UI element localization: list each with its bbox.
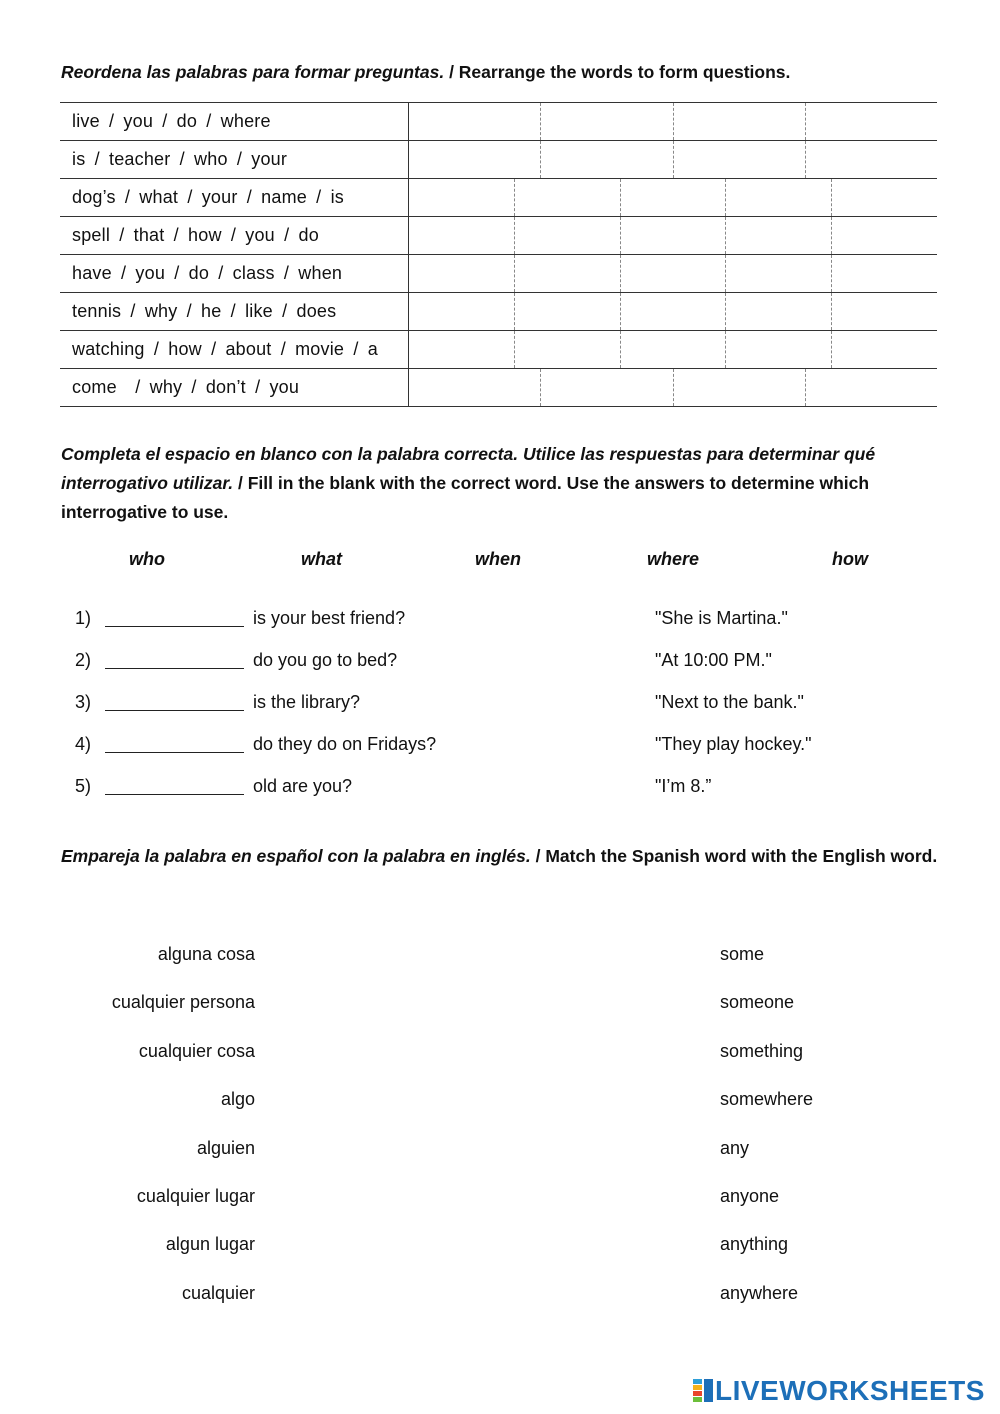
reorder-prompt: live / you / do / where <box>72 111 271 131</box>
match-english-word[interactable]: anywhere <box>720 1282 799 1303</box>
reorder-row <box>60 368 937 407</box>
question-row <box>75 604 935 632</box>
reorder-prompt: watching / how / about / movie / a <box>72 339 378 359</box>
match-english-word[interactable]: any <box>720 1137 750 1158</box>
answer-box[interactable] <box>805 369 937 406</box>
word-bank-how: how <box>832 549 868 569</box>
answer-box[interactable] <box>540 141 672 178</box>
answer-box[interactable] <box>409 331 514 368</box>
answer-boxes <box>408 255 937 292</box>
reorder-row <box>60 216 937 254</box>
question-answer-hint: "I’m 8.” <box>655 776 712 796</box>
answer-boxes <box>408 217 937 254</box>
answer-boxes <box>408 179 937 216</box>
section1-instruction-en: Rearrange the words to form questions. <box>458 62 791 82</box>
question-text: old are you? <box>253 776 353 796</box>
reorder-row <box>60 254 937 292</box>
answer-boxes <box>408 141 937 178</box>
match-spanish-word[interactable]: alguien <box>196 1137 255 1158</box>
answer-box[interactable] <box>620 255 726 292</box>
question-number: 5) <box>75 776 92 796</box>
answer-box[interactable] <box>725 331 831 368</box>
match-english-word[interactable]: somewhere <box>720 1089 814 1110</box>
section2-instruction <box>61 440 941 527</box>
answer-box[interactable] <box>673 369 805 406</box>
question-answer-hint: "At 10:00 PM." <box>655 650 772 670</box>
answer-box[interactable] <box>620 179 726 216</box>
match-spanish-word[interactable]: cualquier persona <box>111 992 255 1013</box>
reorder-prompt: tennis / why / he / like / does <box>72 301 337 321</box>
reorder-row <box>60 140 937 178</box>
question-number: 4) <box>75 734 92 754</box>
question-text: is your best friend? <box>253 608 406 628</box>
answer-boxes <box>408 331 937 368</box>
word-bank-what: what <box>301 549 343 569</box>
match-spanish-word[interactable]: cualquier <box>181 1282 255 1303</box>
answer-box[interactable] <box>409 141 540 178</box>
section2-instruction-es: Completa el espacio en blanco con la palabra correcta. Utilice las respuestas para determinar qué interrogativo utilizar. <box>61 444 876 493</box>
answer-box[interactable] <box>725 179 831 216</box>
answer-box[interactable] <box>725 293 831 330</box>
match-spanish-word[interactable]: cualquier cosa <box>138 1040 255 1061</box>
answer-blank[interactable] <box>105 730 244 753</box>
match-spanish-word[interactable]: algun lugar <box>165 1234 255 1255</box>
answer-box[interactable] <box>540 103 672 140</box>
question-answer-hint: "They play hockey." <box>655 734 812 754</box>
liveworksheets-mark-icon <box>693 1379 713 1403</box>
answer-box[interactable] <box>514 217 620 254</box>
reorder-prompt: is / teacher / who / your <box>72 149 288 169</box>
answer-box[interactable] <box>409 293 514 330</box>
answer-box[interactable] <box>620 217 726 254</box>
answer-box[interactable] <box>514 331 620 368</box>
answer-box[interactable] <box>620 293 726 330</box>
reorder-prompt: come / why / don’t / you <box>72 377 300 397</box>
instruction-separator: / <box>233 473 248 493</box>
section2-instruction-en: Fill in the blank with the correct word. Use the answers to determine which interrogative to use. <box>61 473 870 522</box>
question-answer-hint: "She is Martina." <box>655 608 788 628</box>
question-row <box>75 730 935 758</box>
match-spanish-word[interactable]: alguna cosa <box>157 944 255 964</box>
question-row <box>75 688 935 716</box>
answer-box[interactable] <box>409 255 514 292</box>
answer-box[interactable] <box>409 179 514 216</box>
answer-blank[interactable] <box>105 646 244 669</box>
section3-instruction <box>61 842 941 871</box>
question-text: is the library? <box>253 692 361 712</box>
match-spanish-word[interactable]: cualquier lugar <box>136 1186 255 1206</box>
answer-box[interactable] <box>831 217 937 254</box>
word-bank-where: where <box>647 549 700 569</box>
answer-box[interactable] <box>409 217 514 254</box>
answer-box[interactable] <box>514 179 620 216</box>
answer-box[interactable] <box>620 331 726 368</box>
reorder-row <box>60 178 937 216</box>
reorder-prompt: spell / that / how / you / do <box>72 225 319 245</box>
question-text: do you go to bed? <box>253 650 398 670</box>
liveworksheets-logo-text: LIVEWORKSHEETS <box>715 1375 985 1406</box>
answer-box[interactable] <box>725 217 831 254</box>
section3-instruction-en: Match the Spanish word with the English word. <box>545 846 938 866</box>
answer-blank[interactable] <box>105 772 244 795</box>
answer-box[interactable] <box>831 255 937 292</box>
answer-box[interactable] <box>409 369 540 406</box>
section1-instruction-es: Reordena las palabras para formar preguntas. <box>61 62 445 82</box>
question-text: do they do on Fridays? <box>253 734 437 754</box>
answer-box[interactable] <box>725 255 831 292</box>
instruction-separator: / <box>444 62 459 82</box>
answer-boxes <box>408 293 937 330</box>
match-spanish-word[interactable]: algo <box>220 1089 255 1110</box>
section1-instruction <box>61 58 941 87</box>
answer-box[interactable] <box>673 141 805 178</box>
match-english-word[interactable]: anything <box>720 1234 789 1255</box>
answer-box[interactable] <box>831 331 937 368</box>
match-english-word[interactable]: something <box>720 1040 804 1061</box>
answer-box[interactable] <box>805 141 937 178</box>
reorder-prompt: dog’s / what / your / name / is <box>72 187 344 207</box>
word-bank-who: who <box>129 549 165 569</box>
question-number: 2) <box>75 650 92 670</box>
instruction-separator: / <box>530 846 546 866</box>
question-row <box>75 646 935 674</box>
reorder-prompt: have / you / do / class / when <box>72 263 343 283</box>
reorder-row <box>60 330 937 368</box>
question-number: 1) <box>75 608 92 628</box>
answer-box[interactable] <box>514 255 620 292</box>
answer-box[interactable] <box>409 103 540 140</box>
question-answer-hint: "Next to the bank." <box>655 692 804 712</box>
reorder-row <box>60 102 937 140</box>
reorder-table <box>60 102 937 407</box>
answer-box[interactable] <box>831 179 937 216</box>
word-bank-when: when <box>475 549 522 569</box>
reorder-row <box>60 292 937 330</box>
answer-blank[interactable] <box>105 688 244 711</box>
match-english-word[interactable]: anyone <box>720 1186 780 1206</box>
liveworksheets-logo[interactable] <box>693 1376 985 1406</box>
section3-instruction-es: Empareja la palabra en español con la palabra en inglés. <box>61 846 531 866</box>
answer-boxes <box>408 369 937 406</box>
answer-box[interactable] <box>673 103 805 140</box>
match-english-word[interactable]: someone <box>720 992 795 1013</box>
answer-box[interactable] <box>514 293 620 330</box>
question-row <box>75 772 935 800</box>
question-number: 3) <box>75 692 92 712</box>
answer-box[interactable] <box>805 103 937 140</box>
answer-box[interactable] <box>831 293 937 330</box>
answer-boxes <box>408 103 937 140</box>
answer-box[interactable] <box>540 369 672 406</box>
match-english-word[interactable]: some <box>720 944 765 964</box>
answer-blank[interactable] <box>105 604 244 627</box>
